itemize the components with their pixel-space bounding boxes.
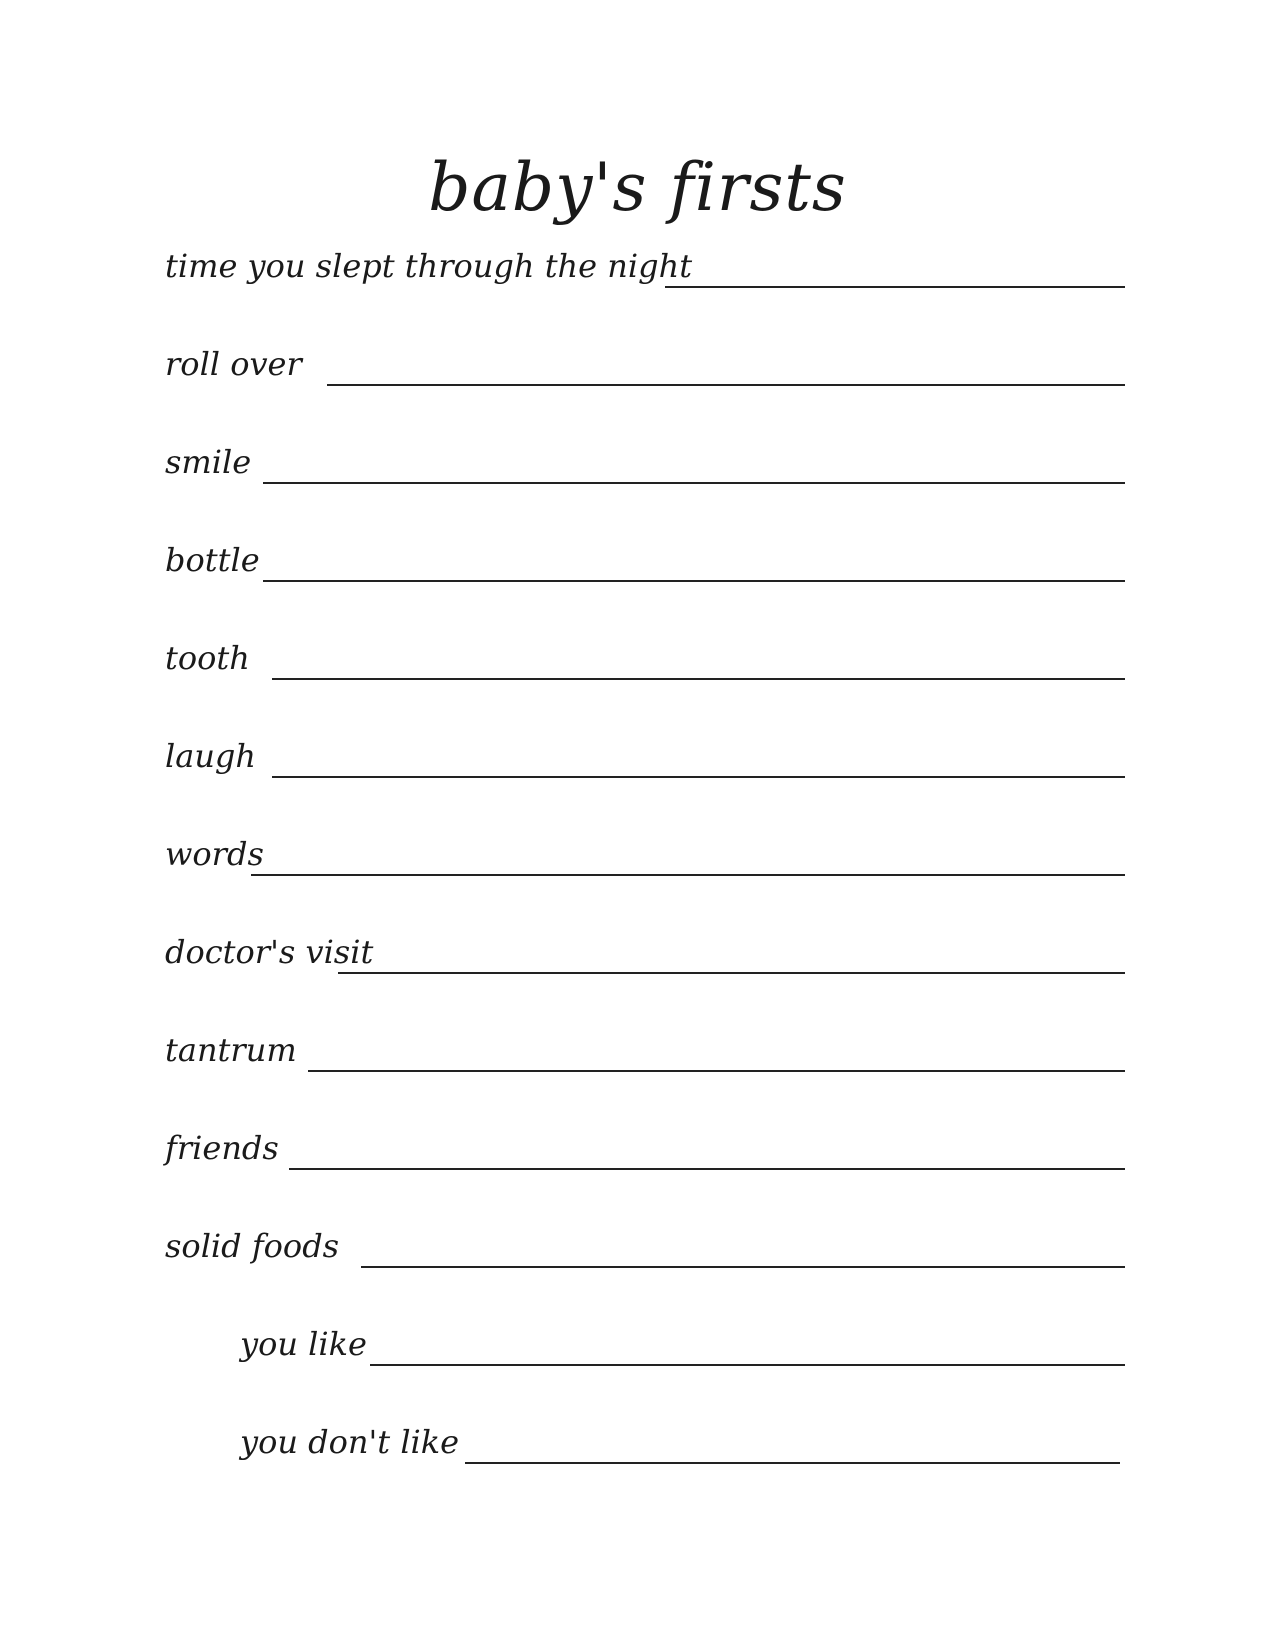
page-title: baby's firsts	[428, 149, 847, 226]
row-slept-through-night	[165, 232, 1125, 292]
row-label: solid foods	[165, 1227, 340, 1265]
row-friends	[165, 1114, 1125, 1174]
row-tooth	[165, 624, 1125, 684]
row-label: tooth	[165, 639, 250, 677]
row-you-dont-like	[240, 1408, 1120, 1468]
row-doctors-visit	[165, 918, 1125, 978]
fill-in-line[interactable]	[465, 1462, 1120, 1464]
row-bottle	[165, 526, 1125, 586]
row-label: you like	[240, 1325, 367, 1363]
fill-in-line[interactable]	[263, 580, 1125, 582]
row-roll-over	[165, 330, 1125, 390]
fill-in-line[interactable]	[370, 1364, 1125, 1366]
fill-in-line[interactable]	[263, 482, 1125, 484]
row-tantrum	[165, 1016, 1125, 1076]
row-smile	[165, 428, 1125, 488]
row-words	[165, 820, 1125, 880]
fill-in-line[interactable]	[338, 972, 1125, 974]
row-label: time you slept through the night	[165, 247, 693, 285]
fill-in-line[interactable]	[251, 874, 1125, 876]
row-solid-foods	[165, 1212, 1125, 1272]
row-you-like	[240, 1310, 1125, 1370]
row-label: friends	[165, 1129, 279, 1167]
fill-in-line[interactable]	[289, 1168, 1125, 1170]
fill-in-line[interactable]	[665, 286, 1125, 288]
row-label: bottle	[165, 541, 260, 579]
row-label: roll over	[165, 345, 302, 383]
fill-in-line[interactable]	[361, 1266, 1125, 1268]
fill-in-line[interactable]	[327, 384, 1125, 386]
fill-in-line[interactable]	[272, 678, 1125, 680]
row-label: words	[165, 835, 264, 873]
fill-in-line[interactable]	[308, 1070, 1125, 1072]
fill-in-line[interactable]	[272, 776, 1125, 778]
row-label: smile	[165, 443, 252, 481]
row-label: laugh	[165, 737, 257, 775]
row-label: doctor's visit	[165, 933, 374, 971]
row-label: tantrum	[165, 1031, 297, 1069]
row-laugh	[165, 722, 1125, 782]
row-label: you don't like	[240, 1423, 460, 1461]
